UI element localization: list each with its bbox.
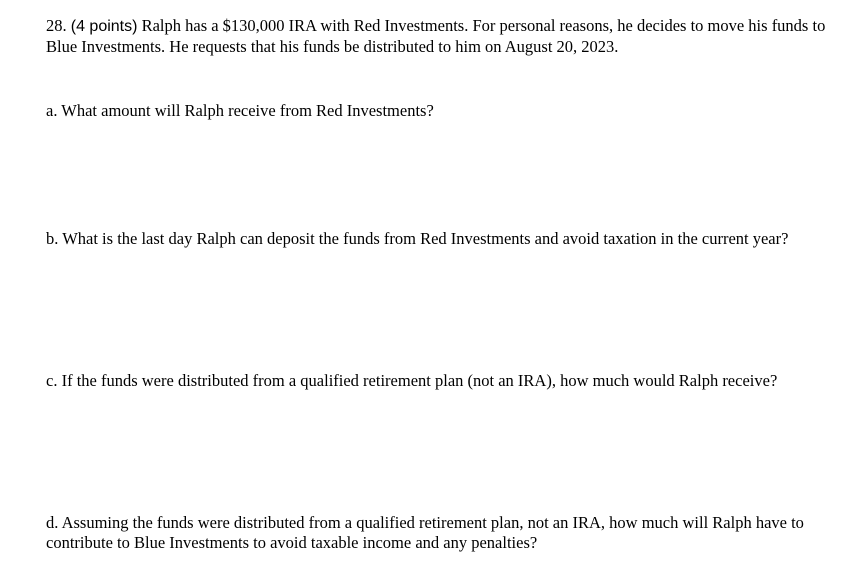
question-part-a: a. What amount will Ralph receive from Red Investments?: [46, 101, 434, 120]
question-part-b: b. What is the last day Ralph can deposit the funds from Red Investments and avoid taxation in the current year?: [46, 229, 789, 248]
question-part-c: c. If the funds were distributed from a qualified retirement plan (not an IRA), how much would Ralph receive?: [46, 371, 778, 390]
question-intro-text: Ralph has a $130,000 IRA with Red Investments. For personal reasons, he decides to move his funds to Blue Investments. He requests that his funds be distributed to him on August 20, 2023.: [46, 16, 826, 56]
question-number: 28.: [46, 16, 67, 35]
question-points: (4 points): [70, 18, 138, 35]
question-part-d: d. Assuming the funds were distributed from a qualified retirement plan, not an IRA, how much will Ralph have to contribute to Blue Investments to avoid taxable income and any penalties?: [46, 513, 804, 552]
question-intro: [46, 16, 836, 57]
